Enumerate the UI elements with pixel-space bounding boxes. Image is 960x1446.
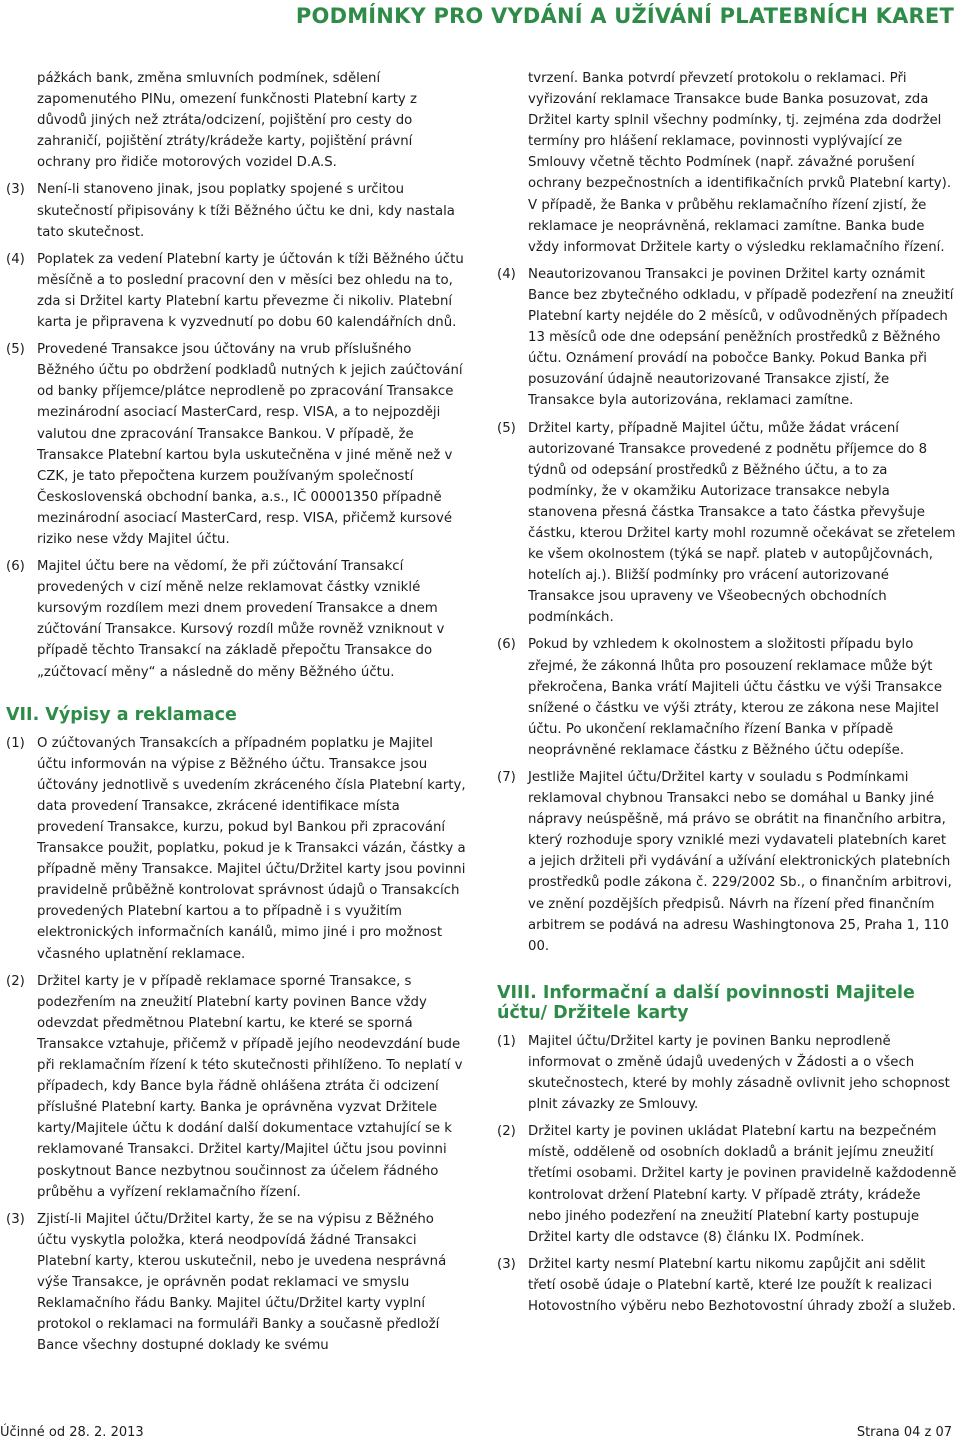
paragraph-number: (1) [6,735,25,751]
paragraph-text: Jestliže Majitel účtu/Držitel karty v souladu s Podmínkami reklamoval chybnou Transakci nebo se domáhal u Banky jiné nápravy neúspěšně, má právo se obrátit na finančního arbitra, který rozhoduje spory vzniklé mezi vydavateli platebních karet a jejich držiteli při vydávání a užívání elektronických platebních prostředků podle zákona č. 229/2002 Sb., o finančním arbitrovi, ve znění pozdějších předpisů. Návrh na řízení před finančním arbitrem se podává na adresu Washingtonova 25, Praha 1, 110 00. [528,770,952,954]
paragraph-number: (2) [497,1124,516,1140]
claims-paragraphs [497,264,957,957]
section-title-vii: VII. Výpisy a reklamace [6,704,237,725]
paragraph-3 [6,1209,466,1357]
paragraph-number: (2) [6,973,25,989]
paragraph-3 [6,179,466,242]
paragraph-text: Držitel karty nesmí Platební kartu nikomu zapůjčit ani sdělit třetí osobě údaje o Platební kartě, které lze použít k realizaci Hotovostního výběru nebo Bezhotovostní úhrady zboží a služeb. [528,1256,956,1314]
paragraph-text: Držitel karty je povinen ukládat Platební kartu na bezpečném místě, odděleně od osobních dokladů a bránit jejímu zneužití třetími osobami. Držitel karty je povinen pravidelně každodenně kontrolovat držení Platební karty. V případě ztráty, krádeže nebo jiného podezření na zneužití Platební karty postupuje Držitel karty dle odstavce (8) článku IX. Podmínek. [528,1124,957,1245]
continuation-paragraph: tvrzení. Banka potvrdí převzetí protokolu o reklamaci. Při vyřizování reklamace Transakce bude Banka posuzovat, zda Držitel karty splnil všechny podmínky, tj. zejména zda dodržel termíny pro hlášení reklamace, povinnosti vyplývající ze Smlouvy včetně těchto Podmínek (např. závažné porušení ochrany bezpečnostních a identifikačních prvků Platební karty). V případě, že Banka v průběhu reklamačního řízení zjistí, že reklamace je neoprávněná, reklamaci zamítne. Banka bude vždy informovat Držitele karty o výsledku reklamačního řízení. [528,71,952,255]
paragraph-3 [497,1254,957,1317]
paragraph-number: (4) [497,266,516,282]
paragraph-text: Provedené Transakce jsou účtovány na vrub příslušného Běžného účtu po obdržení podkladů nutných k jejich zaúčtování od banky příjemce/plátce neprodleně po zpracování Transakce mezinárodní asociací MasterCard, resp. VISA, a to nejpozději valutou dne zpracování Transakce Bankou. V případě, že Transakce Platební kartou byla uskutečněna v jiné měně než v CZK, je tato přepočtena kurzem používaným společností Československá obchodní banka, a.s., IČ 00001350 případně mezinárodní asociací MasterCard, resp. VISA, přičemž kursové riziko nese vždy Majitel účtu. [37,342,463,547]
paragraph-text: Držitel karty je v případě reklamace sporné Transakce, s podezřením na zneužití Platební karty povinen Bance vždy odevzdat předmětnou Platební kartu, ke které se sporná Transakce vztahuje, přičemž v případě jejího neodevzdání bude při reklamačním řízení k této skutečnosti přihlíženo. To neplatí v případech, kdy Bance byla řádně ohlášena ztráta či odcizení příslušné Platební karty. Banka je oprávněna vyzvat Držitele karty/Majitele účtu k dodání další dokumentace vztahující se k reklamované Transakci. Držitel karty/Majitel účtu jsou povinni poskytnout Bance nezbytnou součinnost za účelem řádného průběhu a vyřízení reklamačního řízení. [37,973,463,1200]
effective-date: Účinné od 28. 2. 2013 [0,1425,144,1440]
paragraph-6 [497,634,957,761]
paragraph-number: (7) [497,770,516,785]
paragraph-text: Zjistí-li Majitel účtu/Držitel karty, že se na výpisu z Běžného účtu vyskytla položka, která neodpovídá žádné Transakci Platební karty, kterou uskutečnil, nebo je uvedena nesprávná výše Transakce, je oprávněn podat reklamaci ve smyslu Reklamačního řádu Banky. Majitel účtu/Držitel karty vyplní protokol o reklamaci na formuláři Banky a současně předloží Bance všechny dostupné doklady ke svému [37,1211,447,1354]
paragraph-number: (4) [6,251,25,267]
paragraph-number: (6) [497,637,516,653]
paragraph-1 [497,1031,957,1115]
statements-paragraphs [6,733,466,1357]
paragraph-text: Poplatek za vedení Platební karty je účtován k tíži Běžného účtu měsíčně a to poslední pracovní den v měsíci bez ohledu na to, zda si Držitel karty Platební kartu převezme či nikoliv. Platební karta je připravena k vyzvednutí po dobu 60 kalendářních dnů. [37,251,464,331]
paragraph-1 [6,733,466,965]
payments-paragraphs [6,179,466,682]
paragraph-text: Majitel účtu bere na vědomí, že při zúčtování Transakcí provedených v cizí měně nelze reklamovat částky vzniklé kursovým rozdílem mezi dnem provedení Transakce a dnem zúčtování Transakce. Kursový rozdíl může rovněž vzniknout v případě těchto Transakcí na základě přepočtu Transakce do „zúčtovací měny“ a následně do měny Běžného účtu. [37,559,445,680]
page-number: Strana 04 z 07 [856,1425,952,1440]
paragraph-text: Pokud by vzhledem k okolnostem a složitosti případu bylo zřejmé, že zákonná lhůta pro posouzení reklamace může být překročena, Banka vrátí Majiteli účtu částku ve výši Transakce snížené o částku ve výši ztráty, kterou ze zákona nese Majitel účtu. Po ukončení reklamačního řízení Banka v případě neoprávněné reklamace částku z Běžného účtu odepíše. [528,637,942,758]
paragraph-text: Držitel karty, případně Majitel účtu, může žádat vrácení autorizované Transakce provedené z podnětu příjemce do 8 týdnů od odepsání prostředků z Běžného účtu, a to za podmínky, že v okamžiku Autorizace transakce nebyla stanovena přesná částka Transakce a tato částka převyšuje částku, kterou Držitel karty mohl rozumně očekávat se zřetelem ke všem okolnostem (týká se např. plateb v autopůjčovnách, hotelích aj.). Bližší podmínky pro vrácení autorizované Transakce jsou upraveny ve Všeobecných obchodních podmínkách. [528,420,956,626]
section-title-viii: VIII. Informační a další povinnosti Majitele účtu/ Držitele karty [497,982,915,1023]
paragraph-number: (1) [497,1033,516,1049]
paragraph-number: (3) [497,1256,516,1272]
obligations-paragraphs [497,1031,957,1317]
paragraph-number: (5) [6,342,25,358]
paragraph-5 [6,339,466,550]
paragraph-number: (3) [6,182,25,198]
paragraph-number: (6) [6,559,25,575]
paragraph-5 [497,418,957,629]
right-column [497,68,957,1323]
paragraph-number: (5) [497,420,516,436]
paragraph-2 [6,971,466,1203]
paragraph-text: Neautorizovanou Transakci je povinen Držitel karty oznámit Bance bez zbytečného odkladu, v případě podezření na zneužití Platební karty nejdéle do 2 měsíců, v odůvodněných případech 13 měsíců ode dne odepsání peněžních prostředků z Běžného účtu. Oznámení provádí na pobočce Banky. Pokud Banka při posuzování údajně neautorizované Transakce zjistí, že Transakce byla autorizována, reklamaci zamítne. [528,266,954,409]
page-header-title: PODMÍNKY PRO VYDÁNÍ A UŽÍVÁNÍ PLATEBNÍCH KARET [295,4,954,28]
paragraph-7 [497,767,957,957]
paragraph-6 [6,556,466,683]
paragraph-4 [6,249,466,333]
paragraph-2 [497,1121,957,1248]
paragraph-4 [497,264,957,412]
continuation-paragraph: pážkách bank, změna smluvních podmínek, sdělení zapomenutého PINu, omezení funkčnosti Platební karty z důvodů jiných než ztráta/odcizení, pojištění pro cesty do zahraničí, pojištění ztráty/krádeže karty, pojištění právní ochrany pro řidiče motorových vozidel D.A.S. [37,71,418,171]
paragraph-text: Není-li stanoveno jinak, jsou poplatky spojené s určitou skutečností připisovány k tíži Běžného účtu ke dni, kdy nastala tato skutečnost. [37,182,455,240]
paragraph-text: O zúčtovaných Transakcích a případném poplatku je Majitel účtu informován na výpise z Běžného účtu. Transakce jsou účtovány jednotlivě s uvedením zkráceného čísla Platební karty, data provedení Transakce, zkrácené identifikace místa provedení Transakce, kurzu, pokud byl Bankou při zpracování Transakce použit, poplatku, pokud je k Transakci vázán, částky a případně měny Transakce. Majitel účtu/Držitel karty jsou povinni pravidelně průběžně kontrolovat správnost údajů o Transakcích provedených Platební kartou a to případně i s využitím elektronických informačních kanálů, mimo jiné i pro možnost včasného uplatnění reklamace. [37,735,466,962]
paragraph-number: (3) [6,1211,25,1227]
paragraph-text: Majitel účtu/Držitel karty je povinen Banku neprodleně informovat o změně údajů uvedených v Žádosti a o všech skutečnostech, které by mohly zásadně ovlivnit jeho schopnost plnit závazky ze Smlouvy. [528,1033,950,1113]
left-column [6,68,466,1362]
